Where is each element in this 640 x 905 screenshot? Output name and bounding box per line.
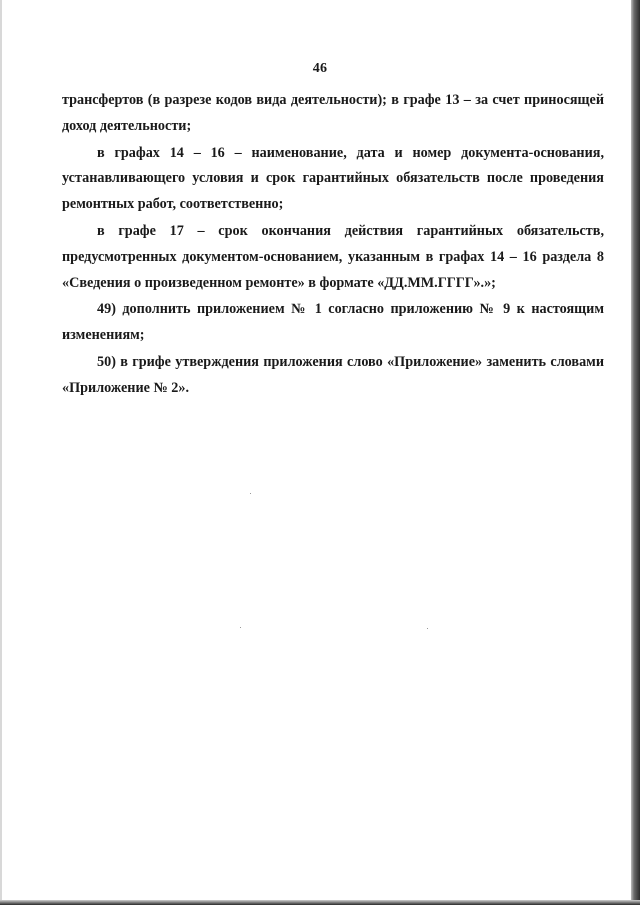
scan-edge-bottom [0, 900, 640, 905]
page-number: 46 [312, 61, 328, 76]
scan-edge-left [0, 0, 2, 905]
paragraph-item-49: 49) дополнить приложением № 1 согласно приложению № 9 к настоящим изменениям; [62, 301, 604, 344]
paragraph-graph-17: в графе 17 – срок окончания действия гарантийных обязательств, предусмотренных документом-основанием, указанным в графах 14 – 16 раздела 8 «Сведения о произведенном ремонте» в формате «ДД.ММ.ГГГГ».»; [62, 222, 604, 291]
document-body [62, 88, 604, 402]
paragraph-graphs-14-16: в графах 14 – 16 – наименование, дата и номер документа-основания, устанавливающего условия и срок гарантийных обязательств после проведения ремонтных работ, соответственно; [62, 144, 604, 213]
paragraph-item-50: 50) в грифе утверждения приложения слово «Приложение» заменить словами «Приложение № 2». [62, 353, 604, 396]
paragraph-continuation: трансфертов (в разрезе кодов вида деятельности); в графе 13 – за счет приносящей доход деятельности; [62, 92, 604, 134]
scan-speck [240, 627, 241, 628]
scan-speck [427, 628, 428, 629]
scan-edge-right [631, 0, 640, 905]
scan-speck [250, 493, 251, 494]
